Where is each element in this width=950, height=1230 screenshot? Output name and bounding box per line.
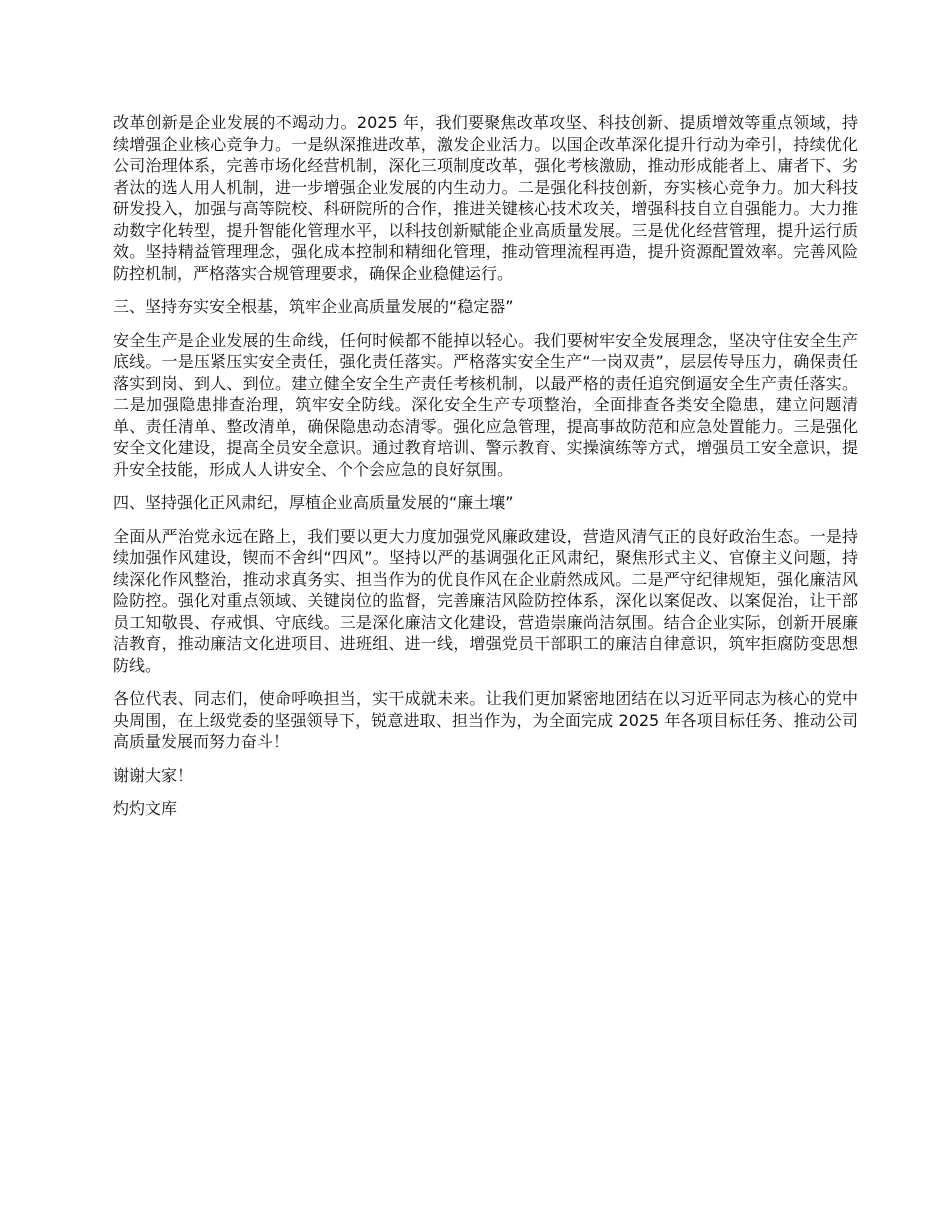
paragraph-conclusion: 各位代表、同志们，使命呼唤担当，实干成就未来。让我们更加紧密地团结在以习近平同志为核心的党中央周围，在上级党委的坚强领导下，锐意进取、担当作为，为全面完成 2025 年各项目标任务、推动公司高质量发展而努力奋斗！ — [113, 689, 858, 751]
section-heading-discipline: 四、坚持强化正风肃纪，厚植企业高质量发展的“廉土壤” — [113, 493, 514, 512]
paragraph-discipline: 全面从严治党永远在路上，我们要以更大力度加强党风廉政建设，营造风清气正的良好政治生态。一是持续加强作风建设，锲而不舍纠“四风”。坚持以严的基调强化正风肃纪，聚焦形式主义、官僚主义问题，持续深化作风整治，推动求真务实、担当作为的优良作风在企业蔚然成风。二是严守纪律规矩，强化廉洁风险防控。强化对重点领域、关键岗位的监督，完善廉洁风险防控体系，深化以案促改、以案促治，让干部员工知敬畏、存戒惧、守底线。三是深化廉洁文化建设，营造崇廉尚洁氛围。结合企业实际，创新开展廉洁教育，推动廉洁文化进项目、进班组、进一线，增强党员干部职工的廉洁自律意识，筑牢拒腐防变思想防线。 — [113, 526, 858, 675]
closing-thanks: 谢谢大家！ — [113, 765, 194, 785]
section-heading-safety: 三、坚持夯实安全根基，筑牢企业高质量发展的“稳定器” — [113, 297, 514, 316]
paragraph-reform-innovation: 改革创新是企业发展的不竭动力。2025 年，我们要聚焦改革攻坚、科技创新、提质增效等重点领域，持续增强企业核心竞争力。一是纵深推进改革，激发企业活力。以国企改革深化提升行动为牵引，持续优化公司治理体系，完善市场化经营机制，深化三项制度改革，强化考核激励，推动形成能者上、庸者下、劣者汰的选人用人机制，进一步增强企业发展的内生动力。二是强化科技创新，夯实核心竞争力。加大科技研发投入，加强与高等院校、科研院所的合作，推进关键核心技术攻关，增强科技自立自强能力。大力推动数字化转型，提升智能化管理水平，以科技创新赋能企业高质量发展。三是优化经营管理，提升运行质效。坚持精益管理理念，强化成本控制和精细化管理，推动管理流程再造，提升资源配置效率。完善风险防控机制，严格落实合规管理要求，确保企业稳健运行。 — [113, 113, 858, 283]
paragraph-safety: 安全生产是企业发展的生命线，任何时候都不能掉以轻心。我们要树牢安全发展理念，坚决守住安全生产底线。一是压紧压实安全责任，强化责任落实。严格落实安全生产“一岗双责”，层层传导压力，确保责任落实到岗、到人、到位。建立健全安全生产责任考核机制，以最严格的责任追究倒逼安全生产责任落实。二是加强隐患排查治理，筑牢安全防线。深化安全生产专项整治，全面排查各类安全隐患，建立问题清单、责任清单、整改清单，确保隐患动态清零。强化应急管理，提高事故防范和应急处置能力。三是强化安全文化建设，提高全员安全意识。通过教育培训、警示教育、实操演练等方式，增强员工安全意识，提升安全技能，形成人人讲安全、个个会应急的良好氛围。 — [113, 330, 858, 479]
footer-source: 灼灼文库 — [113, 799, 178, 818]
document-body — [113, 112, 858, 832]
